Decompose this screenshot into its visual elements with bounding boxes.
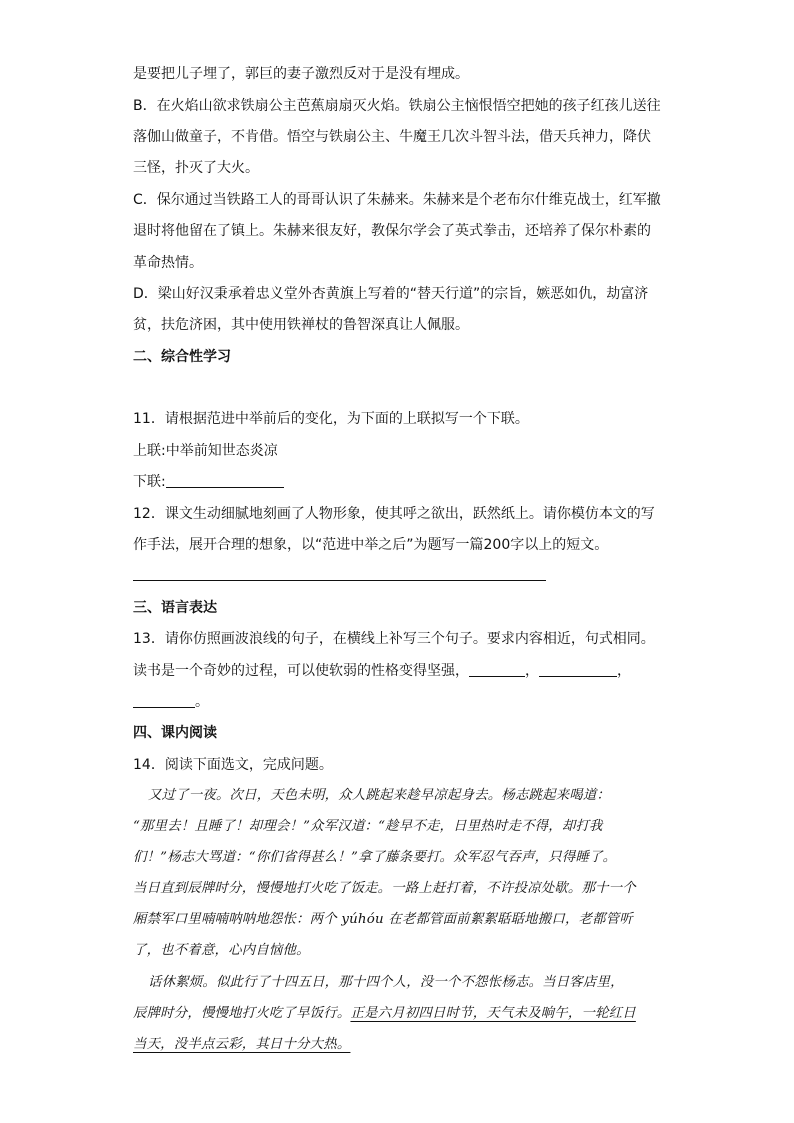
option-b-line: 落伽山做童子，不肯借。悟空与铁扇公主、牛魔王几次斗智斗法，借天兵神力，降伏 [133, 129, 651, 145]
sentence-text: 读书是一个奇妙的过程，可以使软弱的性格变得坚强， [133, 663, 469, 679]
passage-line [133, 1035, 350, 1055]
question-11: 11．请根据范进中举前后的变化，为下面的上联拟写一个下联。 [133, 411, 529, 427]
passage-text: 辰牌时分，慢慢地打火吃了早饭行。 [133, 1006, 351, 1021]
section-heading: 四、课内阅读 [133, 725, 217, 741]
punctuation: ， [617, 663, 631, 679]
option-b-line: B．在火焰山欲求铁扇公主芭蕉扇扇灭火焰。铁扇公主恼恨悟空把她的孩子红孩儿送往 [133, 98, 661, 114]
upper-couplet: 上联:中举前知世态炎凉 [133, 443, 278, 459]
lower-couplet [133, 472, 284, 492]
passage-line: 当日直到辰牌时分，慢慢地打火吃了饭走。一路上赶打着，不许投凉处歇。那十一个 [133, 881, 636, 896]
passage-line: 厢禁军口里喃喃呐呐地怨怅：两个 yúhóu 在老都管面前絮絮聒聒地搬口，老都管听 [133, 912, 633, 927]
answer-blank[interactable] [166, 472, 284, 488]
passage-line: 们！”杨志大骂道：“你们省得甚么！”拿了藤条要打。众军忍气吞声，只得睡了。 [133, 850, 617, 865]
passage-line: “那里去！且睡了！却理会！”众军汉道：“趁早不走，日里热时走不得，却打我 [133, 819, 603, 834]
question-12: 12．课文生动细腻地刻画了人物形象，使其呼之欲出，跃然纸上。请你模仿本文的写 [133, 506, 655, 522]
question-14: 14．阅读下面选文，完成问题。 [133, 757, 333, 773]
punctuation: ， [525, 663, 539, 679]
punctuation: 。 [195, 694, 209, 710]
passage-line: 了，也不着意，心内自恼他。 [133, 943, 310, 958]
passage-line [133, 1004, 636, 1024]
lower-couplet-label: 下联: [133, 474, 166, 490]
passage-line: 又过了一夜。次日，天色未明，众人跳起来趁早凉起身去。杨志跳起来喝道： [148, 788, 611, 803]
passage-line: 话休絮烦。似此行了十四五日，那十四个人，没一个不怨怅杨志。当日客店里， [148, 975, 624, 990]
answer-blank[interactable] [133, 692, 195, 708]
answer-blank[interactable] [539, 661, 617, 677]
option-a-tail: 是要把儿子埋了，郭巨的妻子激烈反对于是没有埋成。 [133, 66, 469, 82]
option-b-line: 三怪，扑灭了大火。 [133, 160, 259, 176]
answer-line[interactable] [133, 580, 546, 581]
wavy-underlined-sentence: 正是六月初四日时节，天气未及晌午，一轮红日 [350, 1006, 636, 1021]
question-12: 作手法，展开合理的想象，以“范进中举之后”为题写一篇200字以上的短文。 [133, 537, 609, 553]
option-c-line: 退时将他留在了镇上。朱赫来很友好，教保尔学会了英式拳击，还培养了保尔朴素的 [133, 223, 651, 239]
option-d-line: 贫，扶危济困，其中使用铁禅杖的鲁智深真让人佩服。 [133, 317, 469, 333]
option-c-line: C．保尔通过当铁路工人的哥哥认识了朱赫来。朱赫来是个老布尔什维克战士，红军撤 [133, 192, 661, 208]
option-c-line: 革命热情。 [133, 255, 203, 271]
section-heading: 二、综合性学习 [133, 349, 231, 365]
answer-blank[interactable] [469, 661, 525, 677]
question-13-sentence [133, 661, 631, 681]
option-d-line: D．梁山好汉秉承着忠义堂外杏黄旗上写着的“替天行道”的宗旨，嫉恶如仇，劫富济 [133, 286, 649, 302]
section-heading: 三、语言表达 [133, 600, 217, 616]
question-13-sentence [133, 692, 209, 712]
wavy-underlined-sentence: 当天，没半点云彩，其日十分大热。 [133, 1037, 351, 1052]
question-13: 13．请你仿照画波浪线的句子，在横线上补写三个句子。要求内容相近，句式相同。 [133, 631, 655, 647]
